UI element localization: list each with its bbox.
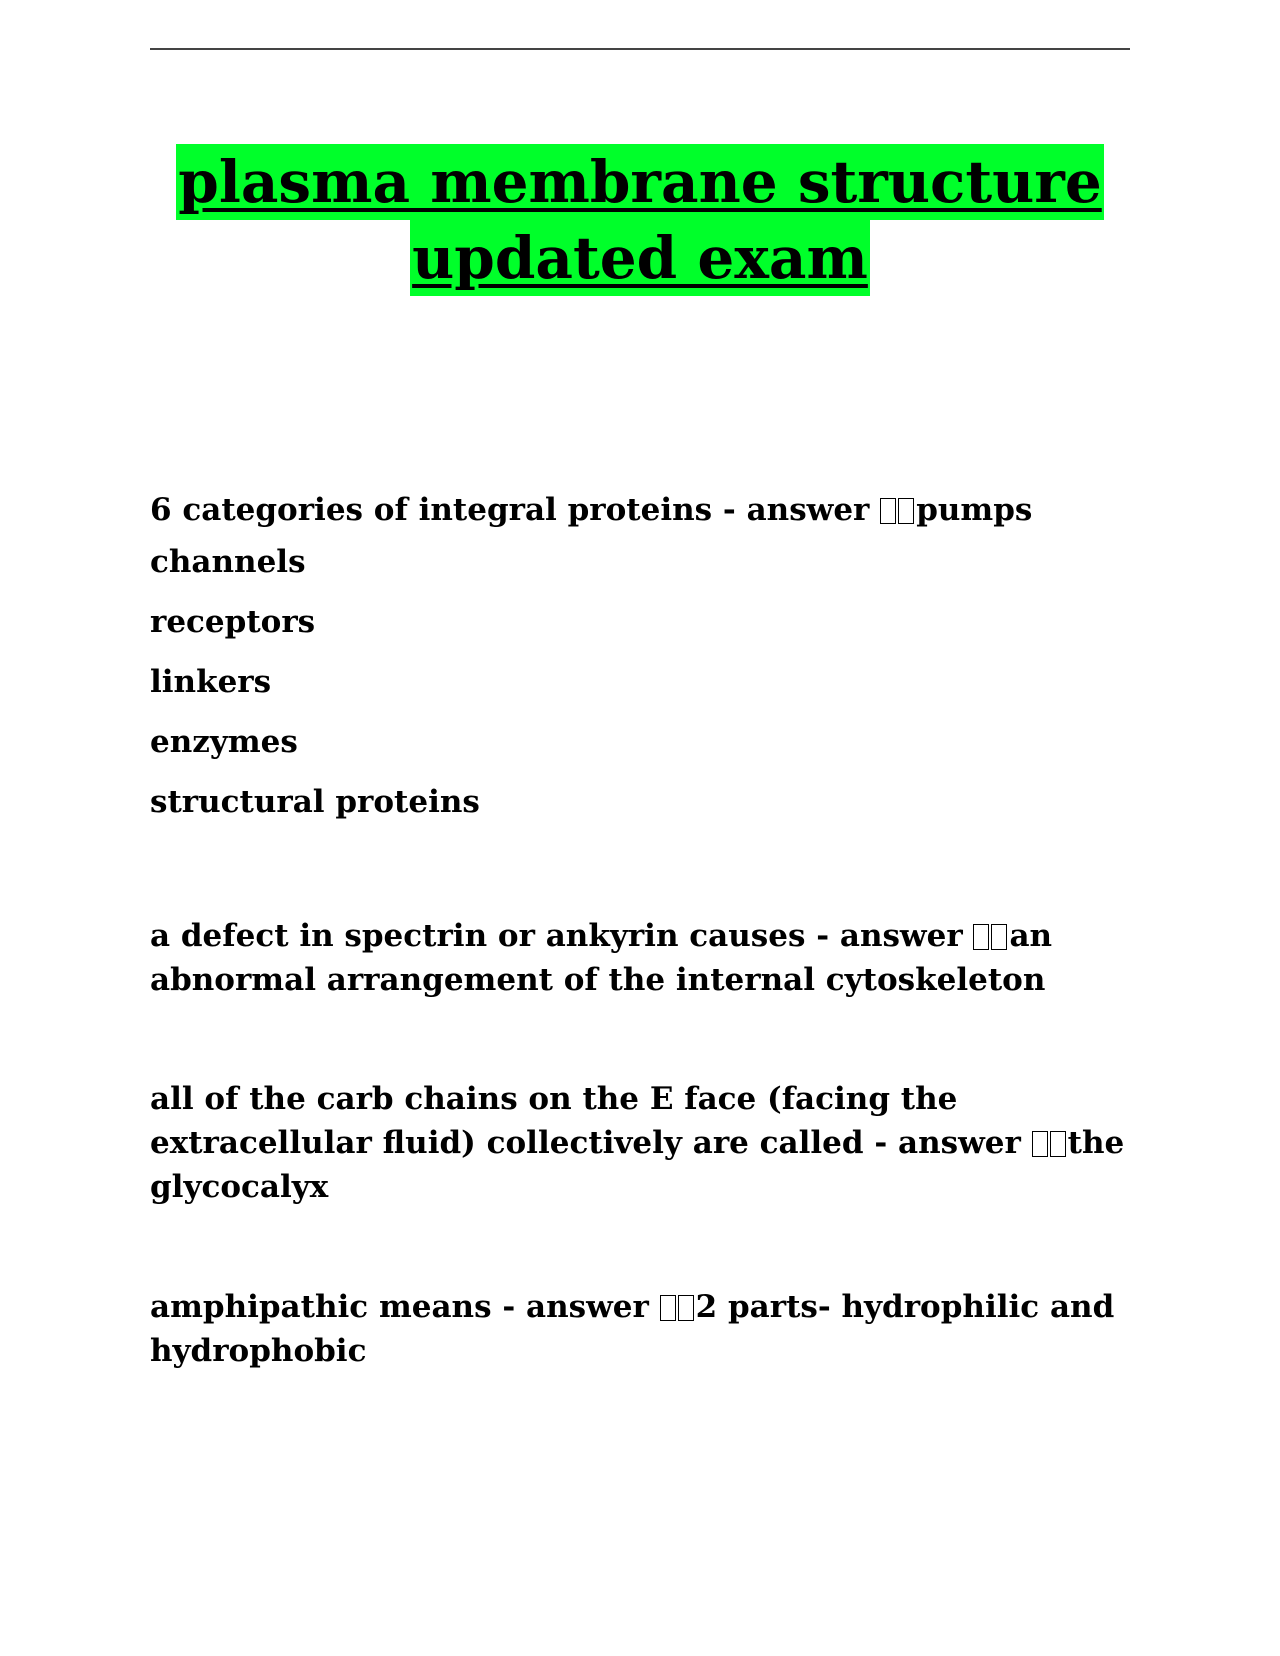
- qa-item-glycocalyx: [150, 1077, 1140, 1209]
- question-line: [150, 1285, 1140, 1329]
- qa-item-spectrin: [150, 914, 1140, 1002]
- qa-item-amphipathic: [150, 1285, 1140, 1373]
- question-line: [150, 1121, 1140, 1165]
- answer-text: 2 parts- hydrophilic and: [695, 1289, 1115, 1325]
- list-item: receptors: [150, 604, 316, 640]
- missing-glyph-icon: [1032, 1131, 1048, 1157]
- title-line-2: updated exam: [410, 220, 870, 296]
- document-title: [0, 144, 1280, 296]
- answer-text: the: [1067, 1125, 1125, 1161]
- list-item: linkers: [150, 664, 272, 700]
- question-line: [150, 488, 1140, 532]
- header-rule: [150, 48, 1130, 50]
- missing-glyph-icon: [1050, 1131, 1066, 1157]
- missing-glyph-icon: [973, 924, 989, 950]
- title-line-1: plasma membrane structure: [176, 144, 1103, 220]
- question-line: [150, 914, 1140, 958]
- question-text: extracellular fluid) collectively are called - answer: [150, 1125, 1032, 1161]
- list-item: enzymes: [150, 724, 298, 760]
- qa-item-integral-proteins: [150, 488, 1140, 832]
- answer-line: hydrophobic: [150, 1333, 367, 1369]
- answer-text: pumps: [916, 492, 1033, 528]
- question-text: amphipathic means - answer: [150, 1289, 660, 1325]
- missing-glyph-icon: [991, 924, 1007, 950]
- question-text: 6 categories of integral proteins - answer: [150, 492, 881, 528]
- list-item: channels: [150, 544, 306, 580]
- missing-glyph-icon: [880, 498, 896, 524]
- question-line: all of the carb chains on the E face (facing the: [150, 1081, 958, 1117]
- answer-text: an: [1009, 918, 1053, 954]
- missing-glyph-icon: [898, 498, 914, 524]
- answer-line: abnormal arrangement of the internal cytoskeleton: [150, 962, 1046, 998]
- question-text: a defect in spectrin or ankyrin causes - answer: [150, 918, 974, 954]
- missing-glyph-icon: [678, 1295, 694, 1321]
- missing-glyph-icon: [660, 1295, 676, 1321]
- list-item: structural proteins: [150, 784, 480, 820]
- answer-line: glycocalyx: [150, 1169, 329, 1205]
